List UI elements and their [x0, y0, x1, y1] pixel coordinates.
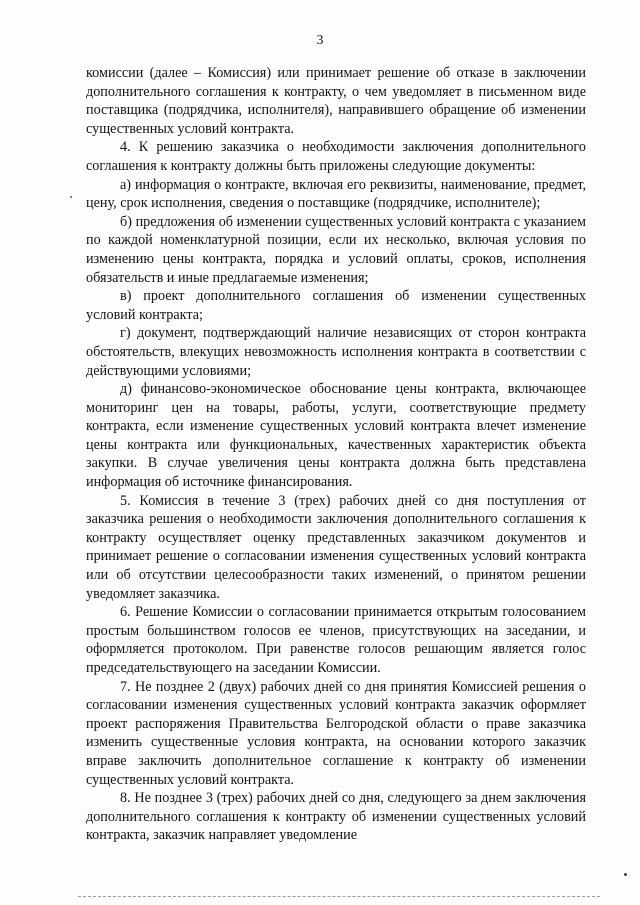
scan-speck: [70, 196, 72, 198]
paragraph-item-6: 6. Решение Комиссии о согласовании принимается открытым голосованием простым большинством голосов ее членов, присутствующих на заседании, и оформляется протоколом. При равенстве голосов решающим является голос председательствующего на заседании Комиссии.: [86, 604, 586, 676]
paragraph-item-7: 7. Не позднее 2 (двух) рабочих дней со дня принятия Комиссией решения о согласовании изменения существенных условий контракта заказчик оформляет проект распоряжения Правительства Белгородской области о праве заказчика изменить существенные условия контракта, на основании которого заказчик вправе заключить дополнительное соглашение к контракту об изменении существенных условий контракта.: [86, 678, 586, 788]
bottom-edge-line: [78, 896, 600, 897]
scan-speck: [624, 873, 627, 876]
page-number: 3: [316, 33, 324, 48]
paragraph-subitem-d: д) финансово-экономическое обоснование цены контракта, включающее мониторинг цен на товары, работы, услуги, соответствующие предмету контракта, если изменение существенных условий контракта влечет изменение цены контракта или функциональных, качественных характеристик объекта закупки. В случае увеличения цены контракта должна быть представлена информация об источнике финансирования.: [86, 381, 586, 491]
document-body: [86, 64, 586, 845]
paragraph-subitem-a: а) информация о контракте, включая его реквизиты, наименование, предмет, цену, срок исполнения, сведения о поставщике (подрядчике, исполнителе);: [86, 176, 586, 212]
paragraph-subitem-g: г) документ, подтверждающий наличие независящих от сторон контракта обстоятельств, влекущих невозможность исполнения контракта в соответствии с действующими условиями;: [86, 325, 586, 379]
paragraph-subitem-b: б) предложения об изменении существенных условий контракта с указанием по каждой номенклатурной позиции, если их несколько, включая условия по изменению цены контракта, порядка и условий оплаты, сроков, исполнения обязательств и иные предлагаемые изменения;: [86, 213, 586, 286]
paragraph-continuation: комиссии (далее – Комиссия) или принимает решение об отказе в заключении дополнительного соглашения к контракту, о чем уведомляет в письменном виде поставщика (подрядчика, исполнителя), направившего обращение об изменении существенных условий контракта.: [86, 65, 586, 137]
paragraph-item-8: 8. Не позднее 3 (трех) рабочих дней со дня, следующего за днем заключения дополнительного соглашения к контракту об изменении существенных условий контракта, заказчик направляет уведомление: [86, 790, 586, 844]
paragraph-item-4: 4. К решению заказчика о необходимости заключения дополнительного соглашения к контракту должны быть приложены следующие документы:: [86, 139, 586, 174]
paragraph-subitem-v: в) проект дополнительного соглашения об изменении существенных условий контракта;: [86, 288, 586, 323]
paragraph-item-5: 5. Комиссия в течение 3 (трех) рабочих дней со дня поступления от заказчика решения о необходимости заключения дополнительного соглашения к контракту осуществляет оценку представленных заказчиком документов и принимает решение о согласовании изменения существенных условий контракта или об отсутствии целесообразности таких изменений, о принятом решении уведомляет заказчика.: [86, 492, 586, 602]
